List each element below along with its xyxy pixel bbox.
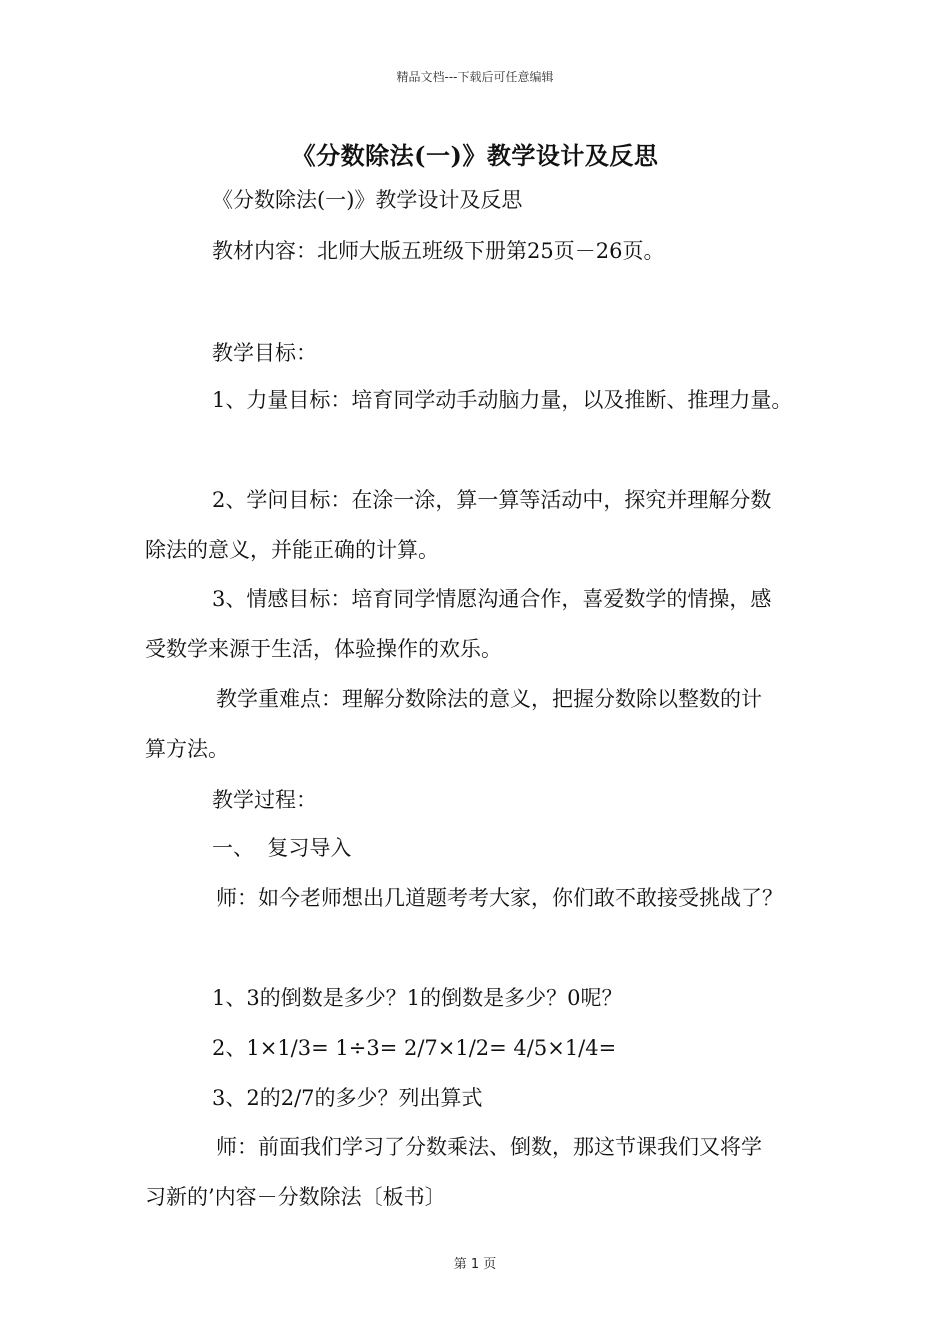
teacher-transition-line: 师：前面我们学习了分数乘法、倒数，那这节课我们又将学 <box>216 1135 762 1159</box>
exercise-1-line: 1、3的倒数是多少？1的倒数是多少？0呢？ <box>212 986 623 1010</box>
review-section-heading: 一、 复习导入 <box>212 836 352 860</box>
objective-emotion-continued: 受数学来源于生活，体验操作的欢乐。 <box>145 637 502 661</box>
material-line: 教材内容：北师大版五班级下册第25页－26页。 <box>212 239 665 263</box>
document-title: 《分数除法(一)》教学设计及反思 <box>291 141 659 170</box>
exercise-2-line: 2、1×1/3= 1÷3= 2/7×1/2= 4/5×1/4= <box>212 1036 617 1060</box>
objective-knowledge-continued: 除法的意义，并能正确的计算。 <box>145 538 439 562</box>
exercise-3-line: 3、2的2/7的多少？列出算式 <box>212 1086 483 1110</box>
teacher-transition-continued: 习新的’内容－分数除法〔板书〕 <box>145 1185 446 1209</box>
objective-ability-line: 1、力量目标：培育同学动手动脑力量，以及推断、推理力量。 <box>212 388 793 412</box>
subtitle-line: 《分数除法(一)》教学设计及反思 <box>212 188 523 212</box>
objective-emotion-line: 3、情感目标：培育同学情愿沟通合作，喜爱数学的情操，感 <box>212 587 772 611</box>
page-number: 第 1 页 <box>453 1257 497 1272</box>
key-points-line: 教学重难点：理解分数除法的意义，把握分数除以整数的计 <box>216 687 762 711</box>
objective-knowledge-line: 2、学问目标：在涂一涂，算一算等活动中，探究并理解分数 <box>212 488 772 512</box>
process-heading: 教学过程： <box>212 788 317 812</box>
key-points-continued: 算方法。 <box>145 737 229 761</box>
teacher-question-line: 师：如今老师想出几道题考考大家，你们敢不敢接受挑战了？ <box>216 886 783 910</box>
objectives-heading: 教学目标： <box>212 341 317 365</box>
page-header-note: 精品文档---下载后可任意编辑 <box>396 70 554 84</box>
